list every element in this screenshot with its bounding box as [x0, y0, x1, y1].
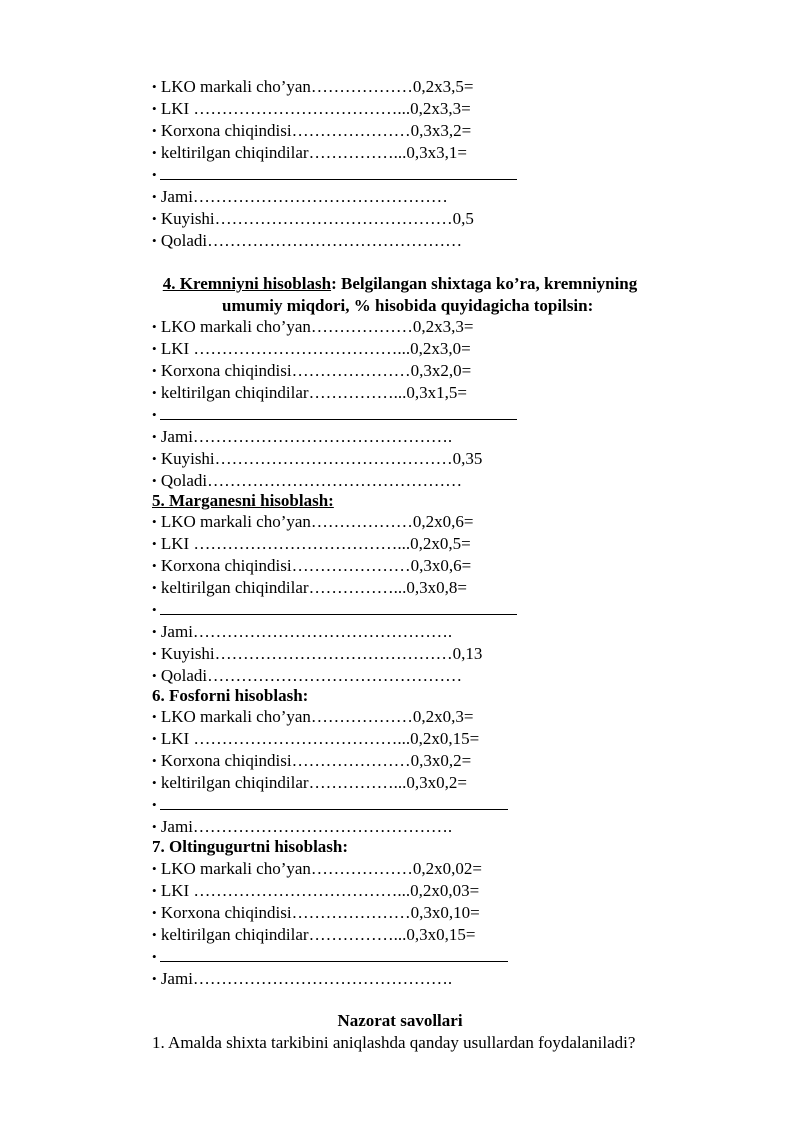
list-item-rule: •: [152, 794, 508, 816]
list-item: • Jami……………………………………….: [152, 427, 453, 446]
list-item-rule: •: [152, 164, 517, 186]
list-item: • keltirilgan chiqindilar……………...0,3x0,8=: [152, 578, 467, 597]
divider-line: [160, 604, 517, 615]
list-item: • Korxona chiqindisi…………………0,3x2,0=: [152, 361, 472, 380]
list-item: • keltirilgan chiqindilar……………...0,3x3,1=: [152, 143, 467, 162]
list-item: • LKO markali cho’yan………………0,2x0,02=: [152, 859, 483, 878]
list-item: • Kuyishi……………………………………0,5: [152, 209, 474, 228]
divider-line: [160, 409, 517, 420]
list-item-rule: •: [152, 946, 508, 968]
section-7-title: 7. Oltingugurtni hisoblash:: [152, 837, 349, 856]
section-5-title: 5. Marganesni hisoblash:: [152, 491, 334, 510]
list-item: • LKO markali cho’yan………………0,2x0,6=: [152, 512, 474, 531]
divider-line: [160, 951, 508, 962]
list-item: • Jami……………………………………….: [152, 622, 453, 641]
list-item: • Korxona chiqindisi…………………0,3x0,10=: [152, 903, 480, 922]
list-item: • LKO markali cho’yan………………0,2x3,5=: [152, 77, 474, 96]
list-item: • LKI ………………………………...0,2x0,5=: [152, 534, 471, 553]
section-4-title: 4. Kremniyni hisoblash: Belgilangan shixtaga ko’ra, kremniyning: [162, 274, 638, 293]
list-item: • Jami………………………………………: [152, 187, 448, 206]
list-item: • LKI ………………………………...0,2x0,03=: [152, 881, 480, 900]
divider-line: [160, 169, 517, 180]
list-item-rule: •: [152, 599, 517, 621]
section-4-title-line2: umumiy miqdori, % hisobida quyidagicha topilsin:: [222, 296, 594, 315]
question-item: 1. Amalda shixta tarkibini aniqlashda qanday usullardan foydalaniladi?: [152, 1033, 636, 1052]
control-questions-title: Nazorat savollari: [337, 1011, 463, 1030]
list-item: • Jami……………………………………….: [152, 969, 453, 988]
list-item-rule: •: [152, 404, 517, 426]
list-item: • Kuyishi……………………………………0,13: [152, 644, 483, 663]
list-item: • LKI ………………………………...0,2x3,3=: [152, 99, 471, 118]
list-item: • Qoladi………………………………………: [152, 231, 463, 250]
divider-line: [160, 799, 508, 810]
list-item: • Korxona chiqindisi…………………0,3x3,2=: [152, 121, 472, 140]
list-item: • Kuyishi……………………………………0,35: [152, 449, 483, 468]
list-item: • Qoladi………………………………………: [152, 666, 463, 685]
list-item: • LKO markali cho’yan………………0,2x0,3=: [152, 707, 474, 726]
list-item: • Jami……………………………………….: [152, 817, 453, 836]
list-item: • LKI ………………………………...0,2x0,15=: [152, 729, 480, 748]
list-item: • LKI ………………………………...0,2x3,0=: [152, 339, 471, 358]
list-item: • keltirilgan chiqindilar……………...0,3x0,15=: [152, 925, 476, 944]
list-item: • keltirilgan chiqindilar……………...0,3x1,5=: [152, 383, 467, 402]
list-item: • Korxona chiqindisi…………………0,3x0,6=: [152, 556, 472, 575]
list-item: • LKO markali cho’yan………………0,2x3,3=: [152, 317, 474, 336]
list-item: • Korxona chiqindisi…………………0,3x0,2=: [152, 751, 472, 770]
list-item: • keltirilgan chiqindilar……………...0,3x0,2=: [152, 773, 467, 792]
list-item: • Qoladi………………………………………: [152, 471, 463, 490]
section-6-title: 6. Fosforni hisoblash:: [152, 686, 309, 705]
